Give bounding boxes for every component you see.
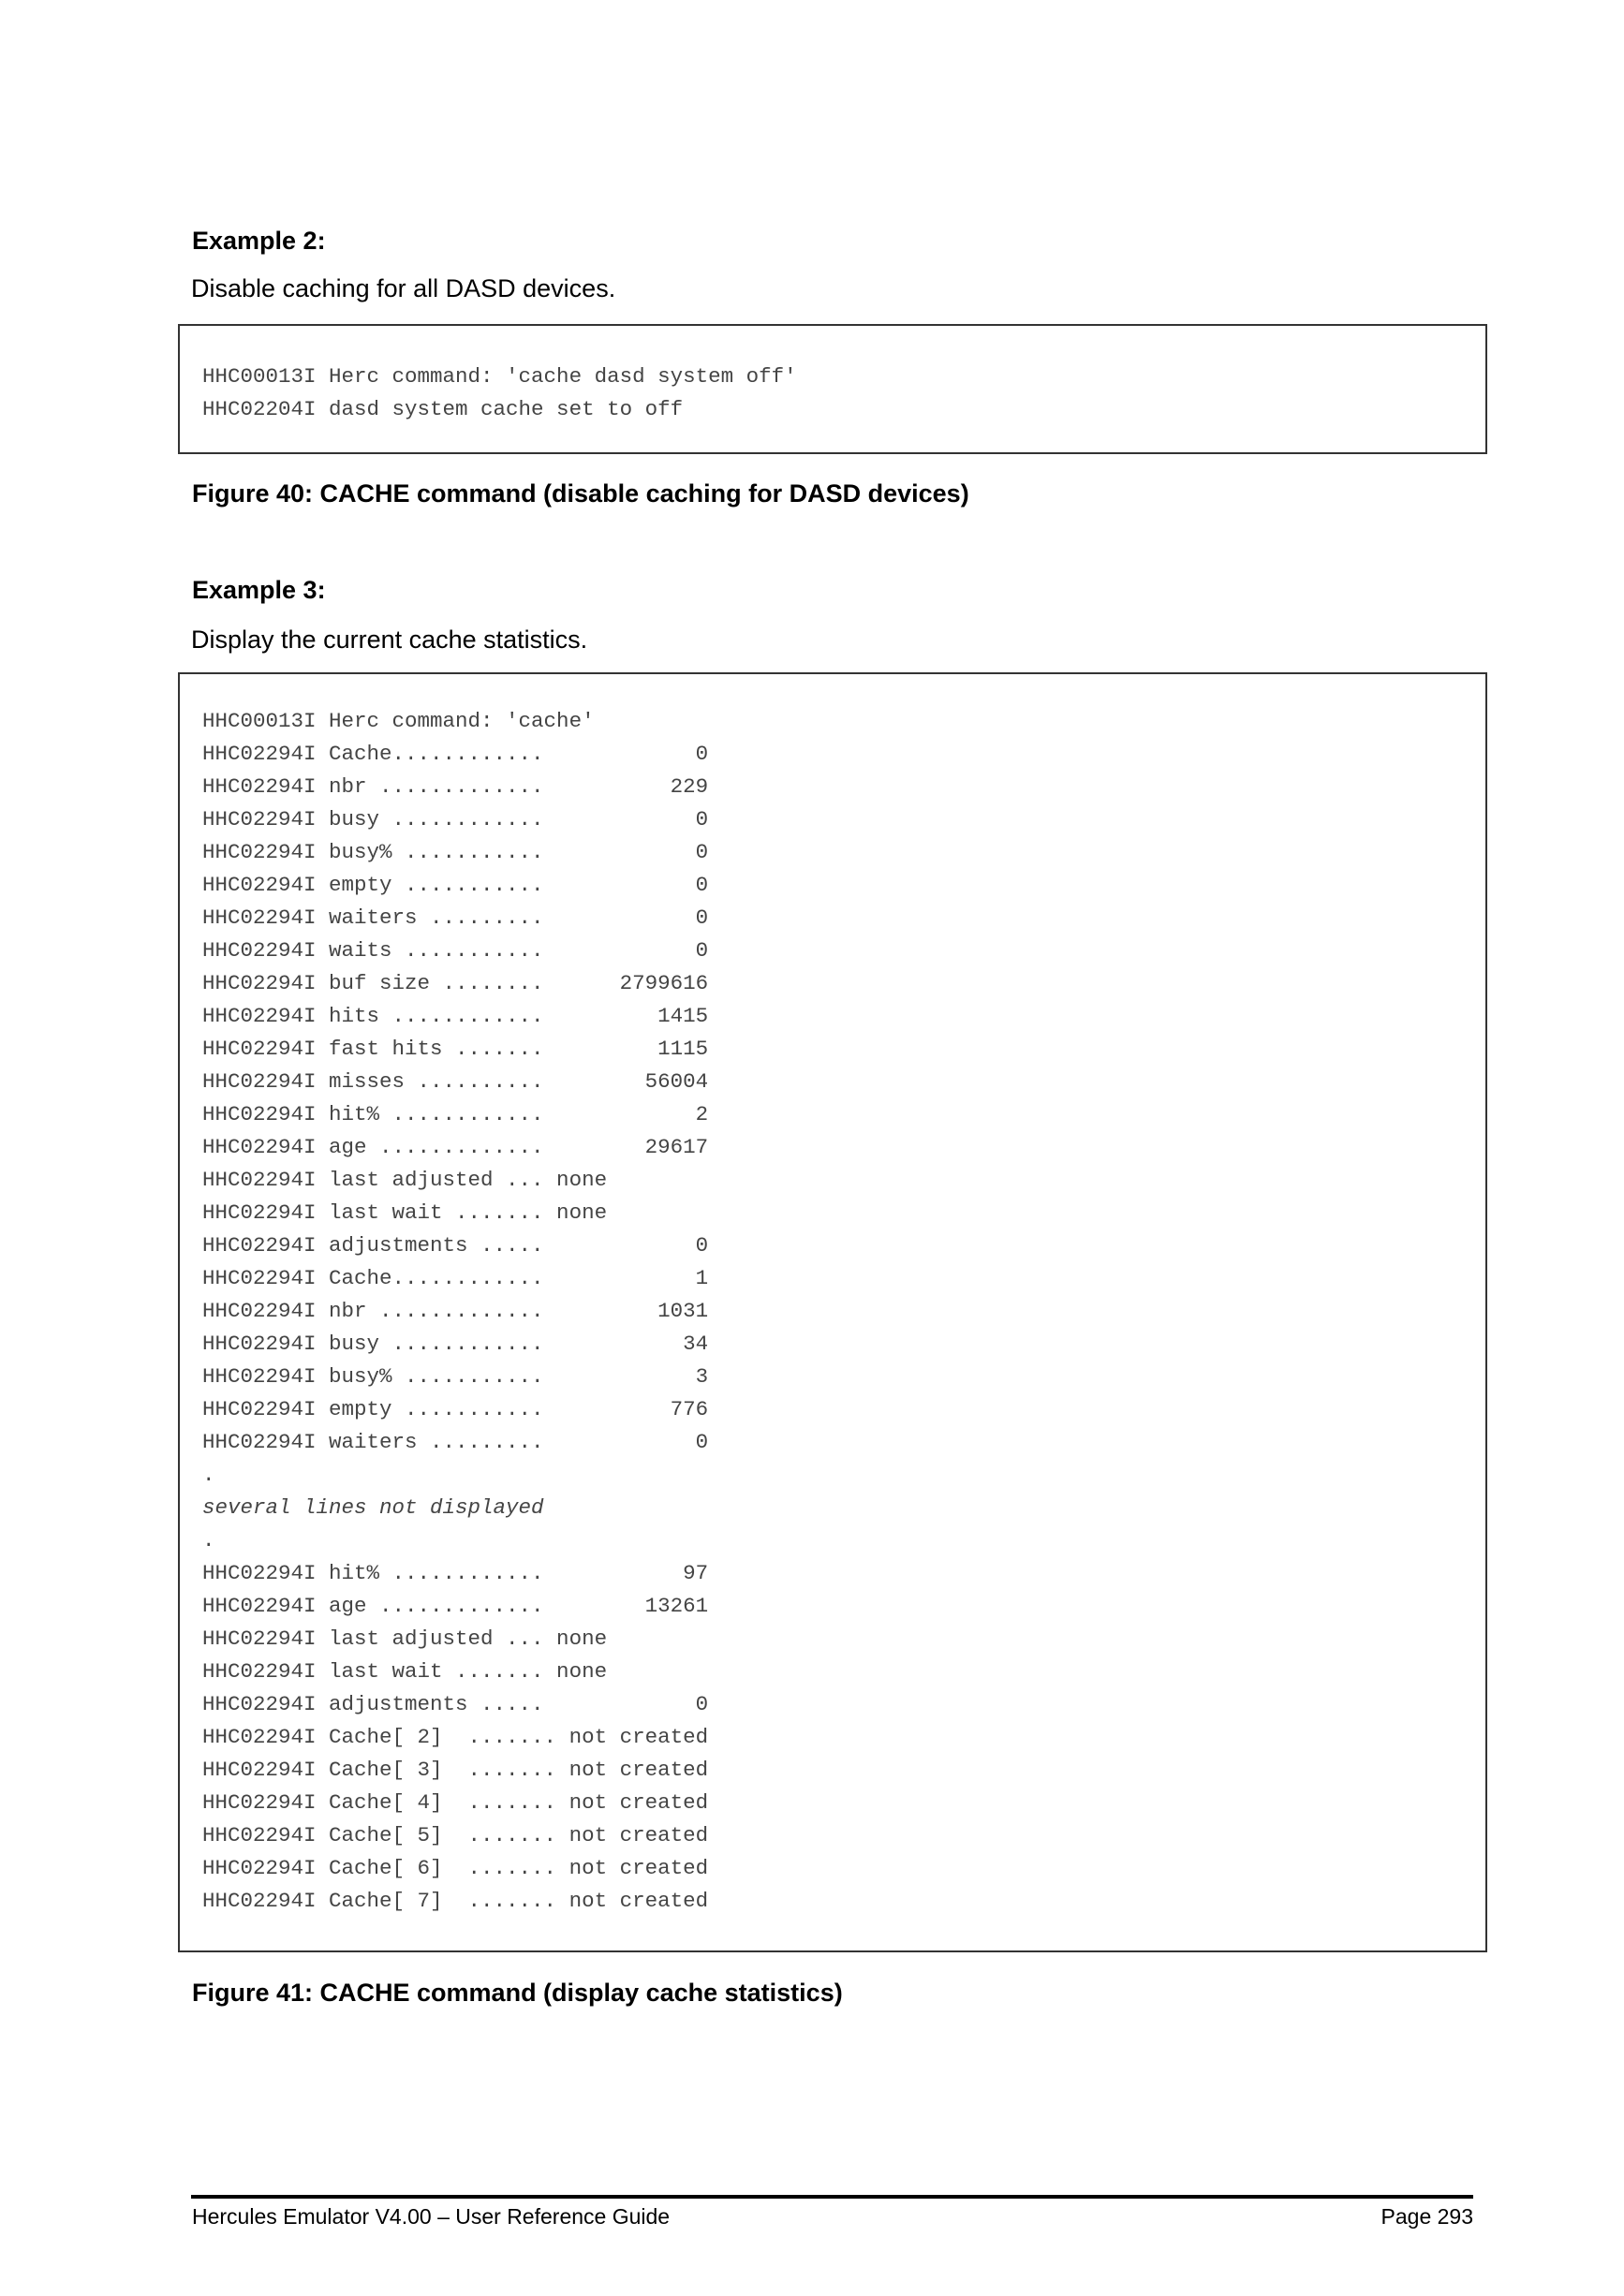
console-line: HHC02294I last wait ....... none: [202, 1200, 608, 1225]
console-line: HHC00013I Herc command: 'cache dasd system off': [202, 364, 797, 389]
example3-heading: Example 3:: [192, 576, 326, 604]
console-line: HHC02294I Cache[ 2] ....... not created: [202, 1725, 709, 1749]
console-line: HHC02294I empty ........... 0: [202, 873, 709, 897]
console-line: HHC02294I nbr ............. 229: [202, 774, 709, 799]
console-line: HHC02294I misses .......... 56004: [202, 1069, 709, 1094]
console-line: HHC02294I waiters ......... 0: [202, 905, 709, 930]
console-line: HHC02294I Cache[ 5] ....... not created: [202, 1823, 709, 1847]
console-line: .: [202, 1528, 215, 1553]
figure41-console-output: [202, 705, 1485, 1918]
figure40-console-box: [178, 324, 1487, 454]
footer-rule: [191, 2195, 1473, 2199]
console-line: HHC02294I adjustments ..... 0: [202, 1233, 709, 1258]
console-line: HHC02294I nbr ............. 1031: [202, 1299, 709, 1323]
figure40-console-output: [202, 361, 1485, 426]
console-line: HHC02294I last adjusted ... none: [202, 1168, 608, 1192]
footer-document-title: Hercules Emulator V4.00 – User Reference Guide: [192, 2204, 671, 2229]
console-line: HHC02294I Cache[ 4] ....... not created: [202, 1790, 709, 1815]
figure41-console-box: [178, 672, 1487, 1952]
console-line: HHC02294I adjustments ..... 0: [202, 1692, 709, 1716]
console-line: HHC02294I Cache[ 3] ....... not created: [202, 1758, 709, 1782]
console-line: HHC02294I last adjusted ... none: [202, 1626, 608, 1651]
console-line: HHC02294I hit% ............ 97: [202, 1561, 709, 1585]
console-line: HHC02294I buf size ........ 2799616: [202, 971, 709, 995]
console-line: HHC02294I busy% ........... 3: [202, 1364, 709, 1389]
console-line: HHC02294I busy ............ 34: [202, 1332, 709, 1356]
console-line: HHC02294I Cache............ 0: [202, 742, 709, 766]
console-line: HHC02294I busy ............ 0: [202, 807, 709, 832]
example3-description: Display the current cache statistics.: [191, 626, 588, 654]
console-line: HHC02294I waiters ......... 0: [202, 1430, 709, 1454]
console-line: HHC00013I Herc command: 'cache': [202, 709, 595, 733]
footer-page-number: Page 293: [1380, 2204, 1473, 2229]
console-line: HHC02294I Cache[ 7] ....... not created: [202, 1889, 709, 1913]
console-line: HHC02294I age ............. 13261: [202, 1594, 709, 1618]
console-line: HHC02294I fast hits ....... 1115: [202, 1037, 709, 1061]
example2-heading: Example 2:: [192, 227, 326, 255]
console-line: .: [202, 1463, 215, 1487]
console-line: HHC02294I last wait ....... none: [202, 1659, 608, 1684]
console-line: HHC02294I Cache[ 6] ....... not created: [202, 1856, 709, 1880]
console-line: HHC02294I empty ........... 776: [202, 1397, 709, 1421]
figure40-caption: Figure 40: CACHE command (disable caching for DASD devices): [192, 479, 969, 508]
console-line: HHC02294I Cache............ 1: [202, 1266, 709, 1290]
console-line: HHC02294I waits ........... 0: [202, 938, 709, 963]
console-line: HHC02294I hits ............ 1415: [202, 1004, 709, 1028]
console-line: several lines not displayed: [202, 1495, 544, 1520]
console-line: HHC02294I hit% ............ 2: [202, 1102, 709, 1126]
console-line: HHC02294I age ............. 29617: [202, 1135, 709, 1159]
console-line: HHC02294I busy% ........... 0: [202, 840, 709, 864]
figure41-caption: Figure 41: CACHE command (display cache statistics): [192, 1979, 843, 2007]
console-line: HHC02204I dasd system cache set to off: [202, 397, 684, 421]
example2-description: Disable caching for all DASD devices.: [191, 274, 616, 302]
